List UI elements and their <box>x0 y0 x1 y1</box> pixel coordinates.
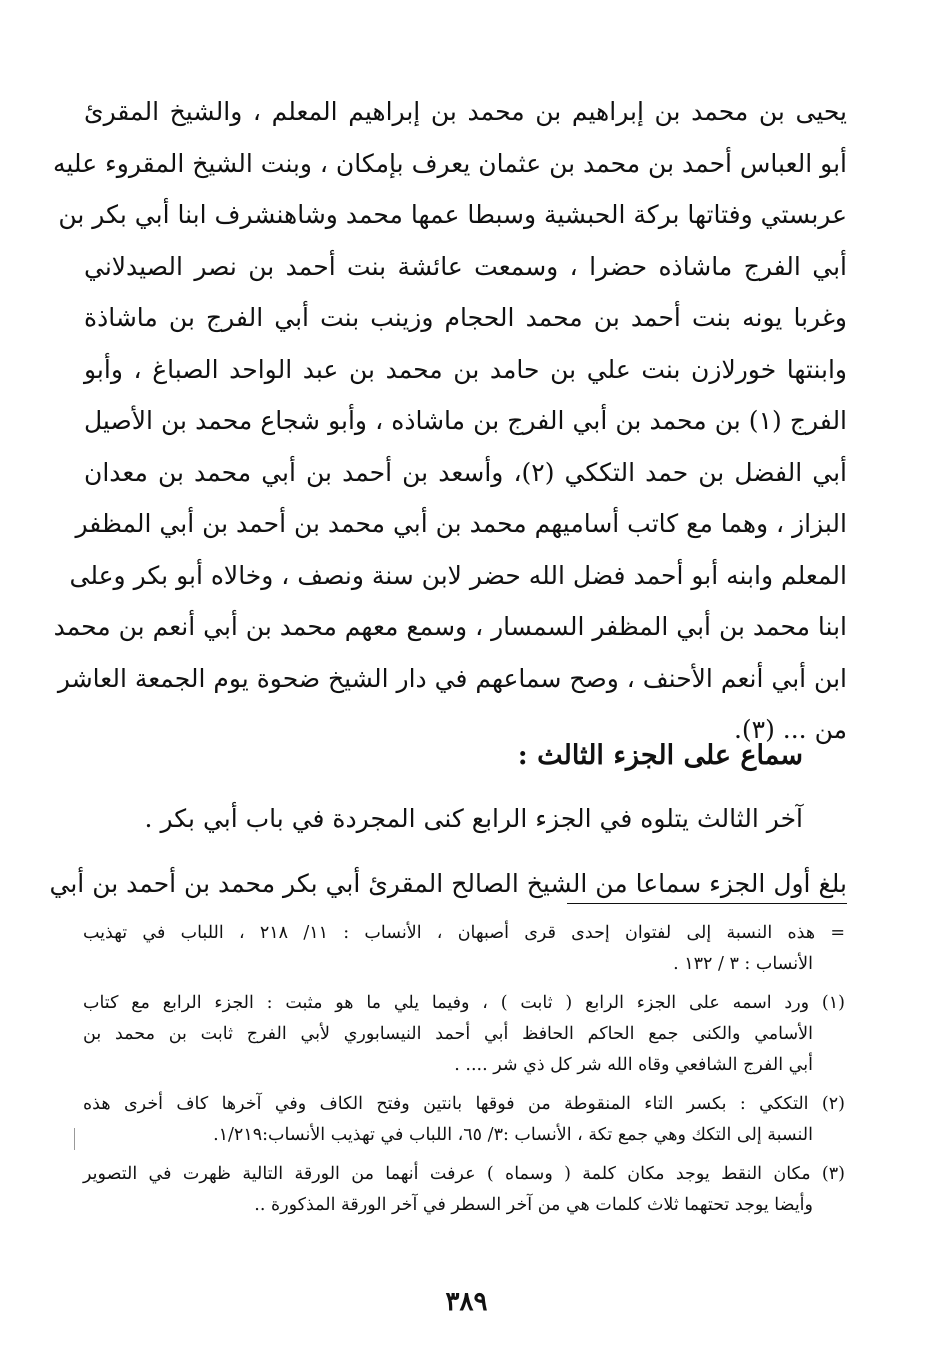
footnote-2: (٢) التككي : بكسر التاء المنقوطة من فوقها بانتين وفتح الكاف وفي آخرها كاف أخرى هذه <box>83 1094 845 1114</box>
footnote-line: وأيضا يوجد تحتهما ثلاث كلمات هي من آخر السطر في آخر الورقة المذكورة .. <box>254 1195 813 1215</box>
footnote-line: أبي الفرج الشافعي وقاه الله شر كل ذي شر .... . <box>454 1055 813 1075</box>
underline-rule <box>567 903 847 904</box>
body-line: ابنا محمد بن أبي المظفر السمسار ، وسمع معهم محمد بن أبي أنعم بن محمد <box>53 612 847 641</box>
section-text: آخر الثالث يتلوه في الجزء الرابع كنى المجردة في باب أبي بكر . <box>144 804 803 833</box>
footnotes <box>83 918 845 1221</box>
body-line: أبو العباس أحمد بن محمد بن عثمان يعرف بإمكان ، وبنت الشيخ المقروء عليه <box>52 148 847 178</box>
body-line: الفرج (١) بن محمد بن أبي الفرج بن ماشاذه ، وأبو شجاع محمد بن الأصيل <box>84 406 848 435</box>
footnote-3: (٣) مكان النقط يوجد مكان كلمة ( وسماه ) عرفت أنهما من الورقة التالية ظهرت في التصوير <box>83 1164 845 1184</box>
body-line: أبي الفرج ماشاذه حضرا ، وسمعت عائشة بنت أحمد بن نصر الصيدلاني <box>84 251 847 281</box>
margin-mark <box>74 1128 75 1150</box>
body-line: وغربا يونه بنت أحمد بن محمد الحجام وزينب بنت أبي الفرج بن ماشاذة <box>84 303 847 332</box>
body-line: أبي الفضل بن حمد التككي (٢)، وأسعد بن أحمد بن أبي محمد بن معدان <box>84 457 847 487</box>
section-heading: سماع على الجزء الثالث : <box>517 740 803 771</box>
footnote-line: الأسامي والكنى جمع الحاكم الحافظ أبي أحمد النيسابوري لأبي الفرج ثابت بن محمد بن <box>83 1024 813 1044</box>
body-line: وابنتها خورلازن بنت علي بن حامد بن محمد بن عبد الواحد الصباغ ، وأبو <box>84 354 847 384</box>
page-number: ٣٨٩ <box>445 1287 488 1317</box>
footnote-line: الأنساب : ٣ / ١٣٢ . <box>673 954 813 974</box>
body-line: يحيى بن محمد بن إبراهيم بن محمد بن إبراهيم المعلم ، والشيخ المقرئ <box>84 97 847 126</box>
footnote-line: = هذه النسبة إلى لفتوان إحدى قرى أصبهان ، الأنساب : ١١/ ٢١٨ ، اللباب في تهذيب <box>83 923 845 943</box>
body-text <box>52 86 848 756</box>
body-line: ابن أبي أنعم الأحنف ، وصح سماعهم في دار الشيخ ضحوة يوم الجمعة العاشر <box>57 663 847 693</box>
section-text-continued: بلغ أول الجزء سماعا من الشيخ الصالح المقرئ أبي بكر محمد بن أحمد بن أبي <box>49 869 847 898</box>
body-line: من ... (٣). <box>733 715 847 744</box>
footnote-1: (١) ورد اسمه على الجزء الرابع ( ثابت ) ، وفيما يلي ما هو مثبت : الجزء الرابع مع كتاب <box>83 993 845 1013</box>
body-line: البزاز ، وهما مع كاتب أساميهم محمد بن أبي محمد بن أحمد بن أبي المظفر <box>75 509 847 538</box>
body-line: المعلم وابنه أبو أحمد فضل الله حضر لابن سنة ونصف ، وخالاه أبو بكر وعلى <box>69 560 847 590</box>
footnote-line: النسبة إلى التكك وهي جمع تكة ، الأنساب :٣/ ٦٥، اللباب في تهذيب الأنساب:١/٢١٩. <box>213 1125 813 1145</box>
body-line: عربستي وفتاتها بركة الحبشية وسبطا عمها محمد وشاهنشرف ابنا أبي بكر بن <box>58 200 847 229</box>
